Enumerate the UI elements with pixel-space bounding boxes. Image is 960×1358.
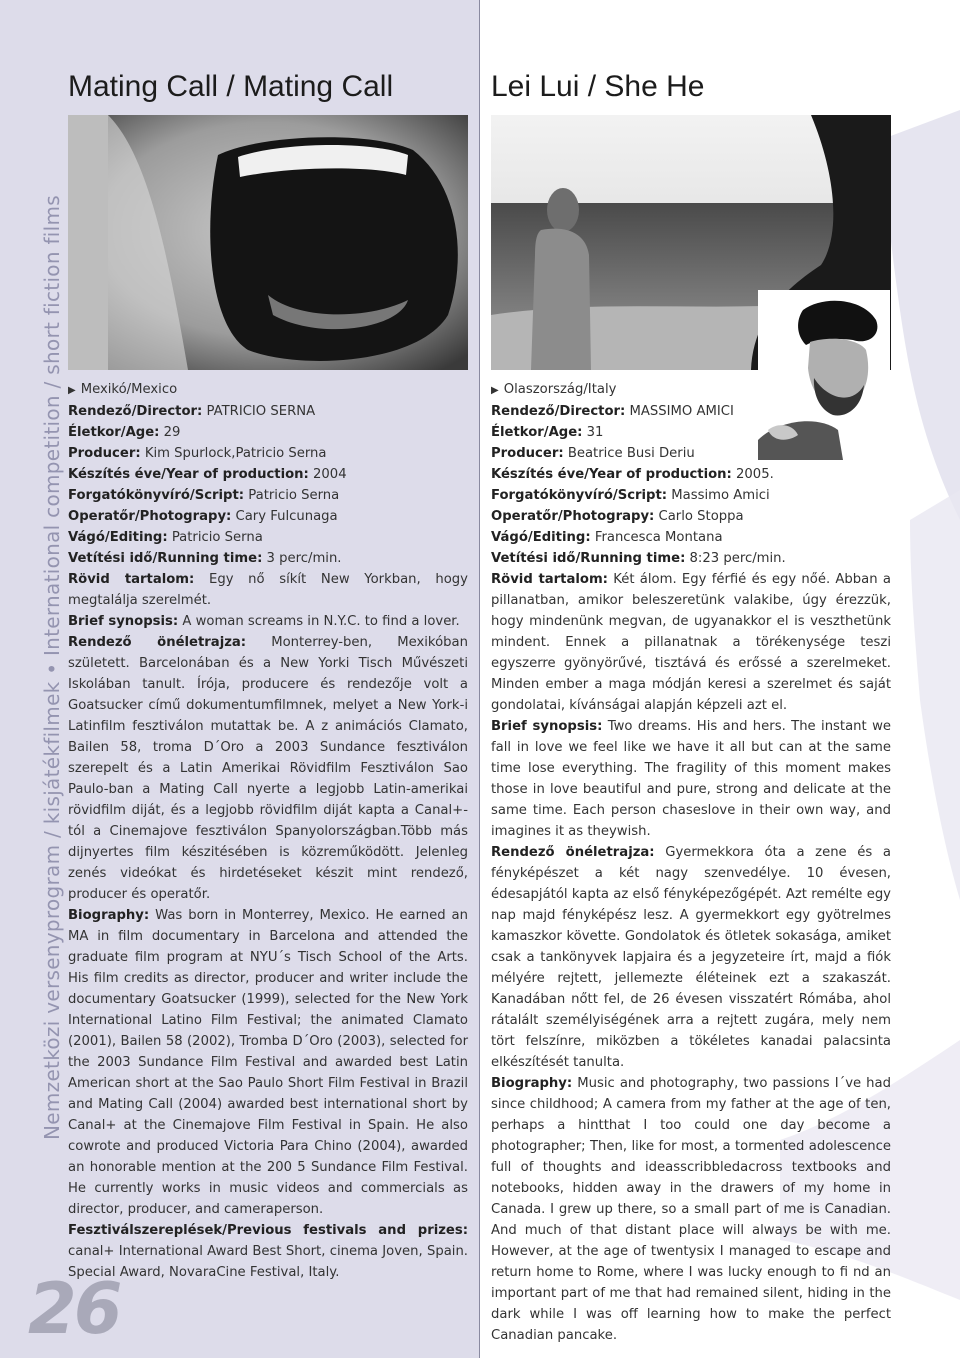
bio-hu <box>491 842 891 1073</box>
synopsis-hu-label: Rövid tartalom: <box>68 572 195 587</box>
runtime-line <box>68 548 468 569</box>
bio-en-label: Biography: <box>68 908 150 923</box>
photo-label: Operatőr/Photograpy: <box>68 509 232 524</box>
photo-label: Operatőr/Photograpy: <box>491 509 655 524</box>
synopsis-en <box>68 611 468 632</box>
synopsis-hu-text: Két álom. Egy férfié és egy nőé. Abban a pillanatban, amikor beleszeretünk valakibe, úgy érezzük, hogy mindenünk megvan, de ugyanakkor el is veszthetünk mindent. Ennek a pillanatnak a törékenysége teszi egyszerre gyönyörűvé, tisztává és erőssé a szerelmeket. Minden ember a maga módján keresi a szerelmet és saját gondolatai, kívánságai alapján képzeli azt el. <box>491 572 891 713</box>
script-line <box>491 485 891 506</box>
producer-label: Producer: <box>491 446 564 461</box>
runtime-value: 8:23 perc/min. <box>689 551 786 566</box>
bio-en <box>491 1073 891 1346</box>
photo-line <box>68 506 468 527</box>
photo-line <box>491 506 891 527</box>
editing-value: Patricio Serna <box>171 530 263 545</box>
still-image-mouth <box>68 115 468 370</box>
synopsis-en <box>491 716 891 842</box>
country-line <box>491 379 891 401</box>
editing-line <box>68 527 468 548</box>
photo-value: Cary Fulcunaga <box>235 509 338 524</box>
director-line <box>68 401 468 422</box>
triangle-icon: ▶ <box>491 385 499 396</box>
editing-label: Vágó/Editing: <box>491 530 591 545</box>
script-label: Forgatókönyvíró/Script: <box>491 488 668 503</box>
age-value: 29 <box>163 425 181 440</box>
synopsis-en-label: Brief synopsis: <box>491 719 603 734</box>
year-line <box>68 464 468 485</box>
editing-value: Francesca Montana <box>594 530 723 545</box>
film-title-left: Mating Call / Mating Call <box>68 70 394 103</box>
runtime-value: 3 perc/min. <box>266 551 342 566</box>
synopsis-en-text: Two dreams. His and hers. The instant we fall in love we feel like we have it all but can at the same time lose everything. The fragility of this moment makes those in love beautiful and pure, strong and delicate at the same time. Each person chaseslove in their own way, and imagines it as theywish. <box>491 719 891 839</box>
synopsis-en-text: A woman screams in N.Y.C. to find a lover. <box>182 614 460 629</box>
director-label: Rendező/Director: <box>68 404 203 419</box>
producer-value: Beatrice Busi Deriu <box>567 446 695 461</box>
synopsis-hu <box>68 569 468 611</box>
age-value: 31 <box>586 425 604 440</box>
country-line <box>68 379 468 401</box>
year-label: Készítés éve/Year of production: <box>491 467 732 482</box>
director-value: PATRICIO SERNA <box>206 404 316 419</box>
country: Mexikó/Mexico <box>80 382 178 397</box>
director-label: Rendező/Director: <box>491 404 626 419</box>
bio-en <box>68 905 468 1220</box>
director-line <box>491 401 891 422</box>
script-line <box>68 485 468 506</box>
bio-en-label: Biography: <box>491 1076 573 1091</box>
synopsis-en-label: Brief synopsis: <box>68 614 179 629</box>
runtime-label: Vetítési idő/Running time: <box>68 551 263 566</box>
age-label: Életkor/Age: <box>68 425 160 440</box>
script-label: Forgatókönyvíró/Script: <box>68 488 245 503</box>
bio-en-text: Music and photography, two passions I´ve had since childhood; A camera from my father at the age of ten, perhaps a hintthat I too could one day become a photographer; Then, like for most, a tormented adolescence full of thoughts and ideasscribbledacross textbooks and notebooks, hidden away in the drawers of my home in Canada. I grew up there, so a small part of me is Canadian. And much of that distant place will always be with me. However, at the age of twentysix I managed to escape and return home to Rome, where I was lucky enough to fi nd an important part of me that had remained silent, hiding in the dark while I was off learning how to make the perfect Canadian pancake. <box>491 1076 891 1343</box>
sidebar-vertical-title: Nemzetközi versenyprogram / kisjátékfilmek • International competition / short fiction films <box>40 194 64 1140</box>
year-value: 2004 <box>313 467 347 482</box>
editing-label: Vágó/Editing: <box>68 530 168 545</box>
synopsis-hu-text: Egy nő síkít New Yorkban, hogy megtalálja szerelmét. <box>68 572 468 608</box>
producer-line <box>68 443 468 464</box>
script-value: Massimo Amici <box>671 488 770 503</box>
festivals-text: canal+ International Award Best Short, cinema Joven, Spain. Special Award, NovaraCine Festival, Italy. <box>68 1244 468 1280</box>
year-value: 2005. <box>736 467 774 482</box>
bio-hu-label: Rendező önéletrajza: <box>68 635 247 650</box>
script-value: Patricio Serna <box>248 488 340 503</box>
film-title-right: Lei Lui / She He <box>491 70 705 103</box>
page-number: 26 <box>28 1268 120 1350</box>
bio-hu <box>68 632 468 905</box>
year-label: Készítés éve/Year of production: <box>68 467 309 482</box>
festivals-label: Fesztiválszereplések/Previous festivals and prizes: <box>68 1223 468 1238</box>
age-label: Életkor/Age: <box>491 425 583 440</box>
film-info-left <box>68 379 468 1283</box>
bio-hu-text: Gyermekkora óta a zene és a fényképészet a két nagy szenvedélye. 10 évesen, édesapjától kapta az első fényképezőgépét. Azt remélte egy nap majd fényképész lesz. A gyermekkort egy gyötrelmes kamaszkor követte. Gondolatok és ötletek sokasága, amiket csak a tankönyvek lapjaira és a jegyzeteire írt, majd a fiók mélyére rejtett, jellemezte éléteinek ezt a szakaszát. Kanadában nőtt fel, de 26 évesen visszatért Rómába, ahol rátalált személyiségének arra a rejtett zugára, mely nem tört felszínre, miközben a tökéletes kanadai palacsinta elkészítését tanulta. <box>491 845 891 1070</box>
producer-label: Producer: <box>68 446 141 461</box>
age-line <box>491 422 891 443</box>
runtime-label: Vetítési idő/Running time: <box>491 551 686 566</box>
bio-hu-label: Rendező önéletrajza: <box>491 845 655 860</box>
bio-en-text: Was born in Monterrey, Mexico. He earned an MA in film documentary in Barcelona and attended the graduate film program at NYU´s Tisch School of the Arts. His film credits as director, producer and writer include the documentary Goatsucker (1999), selected for the New York International Latino Film Festival; the animated Clamato (2001), Bailen 58 (2002), Tromba D´Oro (2003), selected for the 2003 Sundance Film Festival and awarded best Latin American short at the Sao Paulo Short Film Festival in Brazil and Mating Call (2004) awarded best international short by Canal+ at the Cinemajove Film Festival in Spain. He also cowrote and produced Victoria Para Chino (2004), awarded an honorable mention at the 200 5 Sundance Film Festival. He currently works in music videos and commercials as director, producer, and cameraperson. <box>68 908 468 1217</box>
bio-hu-text: Monterrey-ben, Mexikóban született. Barcelonában és a New Yorki Tisch Művészeti Iskolában tanult. Írója, producere és rendezője volt a Goatsucker című dokumentumfilmnek, melyet a New York-i Latinfilm fesztiválon mutattak be. A z animációs Clamato, Bailen 58, troma D´Oro a 2003 Sundance fesztiválon szerepelt és a Latin Amerikai Rövidfilm Fesztiválon Sao Paulo-ban a Mating Call nyerte a legjobb Latin-amerikai rövidfilm diját, és a legjobb rövidfilm diját kapta a Canal+-tól a Cinemajove fesztiválon Spanyolországban.Több más dijnyertes film készitésében is közreműködött. Jelenleg zenés videókat és hirdetéseket készit mint rendező, producer és operatőr. <box>68 635 468 902</box>
film-info-right <box>491 379 891 1346</box>
age-line <box>68 422 468 443</box>
photo-value: Carlo Stoppa <box>658 509 744 524</box>
producer-line <box>491 443 891 464</box>
synopsis-hu-label: Rövid tartalom: <box>491 572 608 587</box>
synopsis-hu <box>491 569 891 716</box>
director-value: MASSIMO AMICI <box>629 404 734 419</box>
year-line <box>491 464 891 485</box>
producer-value: Kim Spurlock,Patricio Serna <box>144 446 327 461</box>
country: Olaszország/Italy <box>503 382 617 397</box>
editing-line <box>491 527 891 548</box>
festivals <box>68 1220 468 1283</box>
triangle-icon: ▶ <box>68 385 76 396</box>
runtime-line <box>491 548 891 569</box>
